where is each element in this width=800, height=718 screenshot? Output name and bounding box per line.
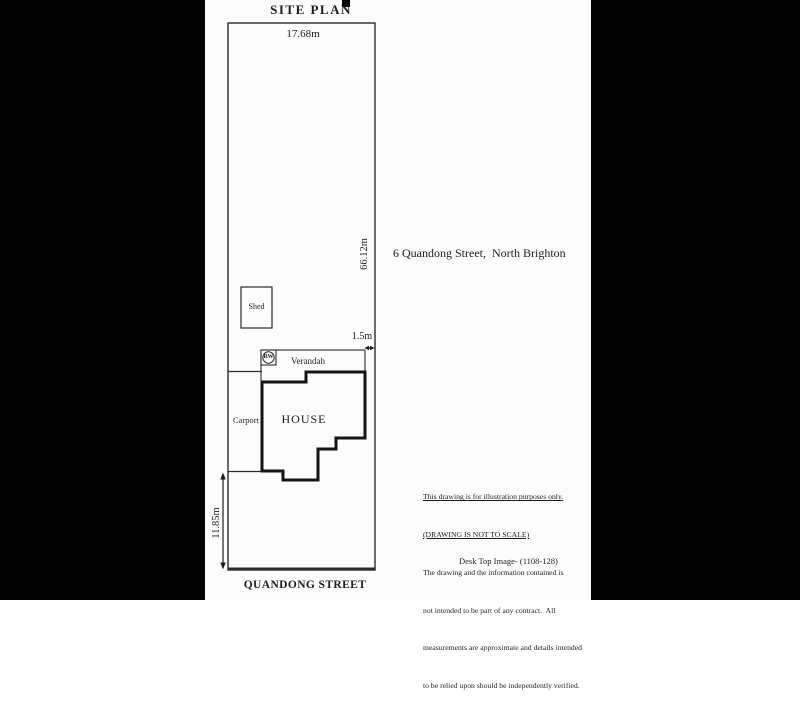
street-name-label: QUANDONG STREET [243, 579, 367, 591]
carport-label: Carport [233, 415, 259, 425]
property-boundary [228, 23, 375, 570]
disclaimer-block [423, 466, 593, 718]
address-text: 6 Quandong Street, North Brighton [393, 246, 566, 260]
depth-dimension-label: 66.12m [359, 238, 370, 270]
page-title: SITE PLAN [270, 2, 352, 17]
house-label: HOUSE [281, 412, 327, 426]
side-offset-dimension-label: 1.5m [351, 331, 373, 342]
image-credit-text: Desk Top Image- (1108-128) [459, 556, 558, 566]
frontage-dimension-label: 17.68m [286, 28, 320, 40]
rainwater-tank-label: RW [263, 354, 274, 360]
disclaimer-line: measurements are approximate and details intended [423, 643, 583, 653]
front-setback-dimension-label: 11.85m [211, 507, 222, 539]
side-offset-dimension-arrow [365, 346, 375, 350]
disclaimer-line: (DRAWING IS NOT TO SCALE) [423, 529, 530, 539]
disclaimer-line: to be relied upon should be independently verified. [423, 681, 580, 691]
disclaimer-line: This drawing is for illustration purposes only. [423, 492, 564, 502]
verandah-label: Verandah [291, 356, 325, 366]
shed-label: Shed [248, 302, 265, 311]
disclaimer-line: not intended to be part of any contract. All [423, 605, 556, 615]
disclaimer-line: The drawing and the information contained is [423, 567, 564, 577]
